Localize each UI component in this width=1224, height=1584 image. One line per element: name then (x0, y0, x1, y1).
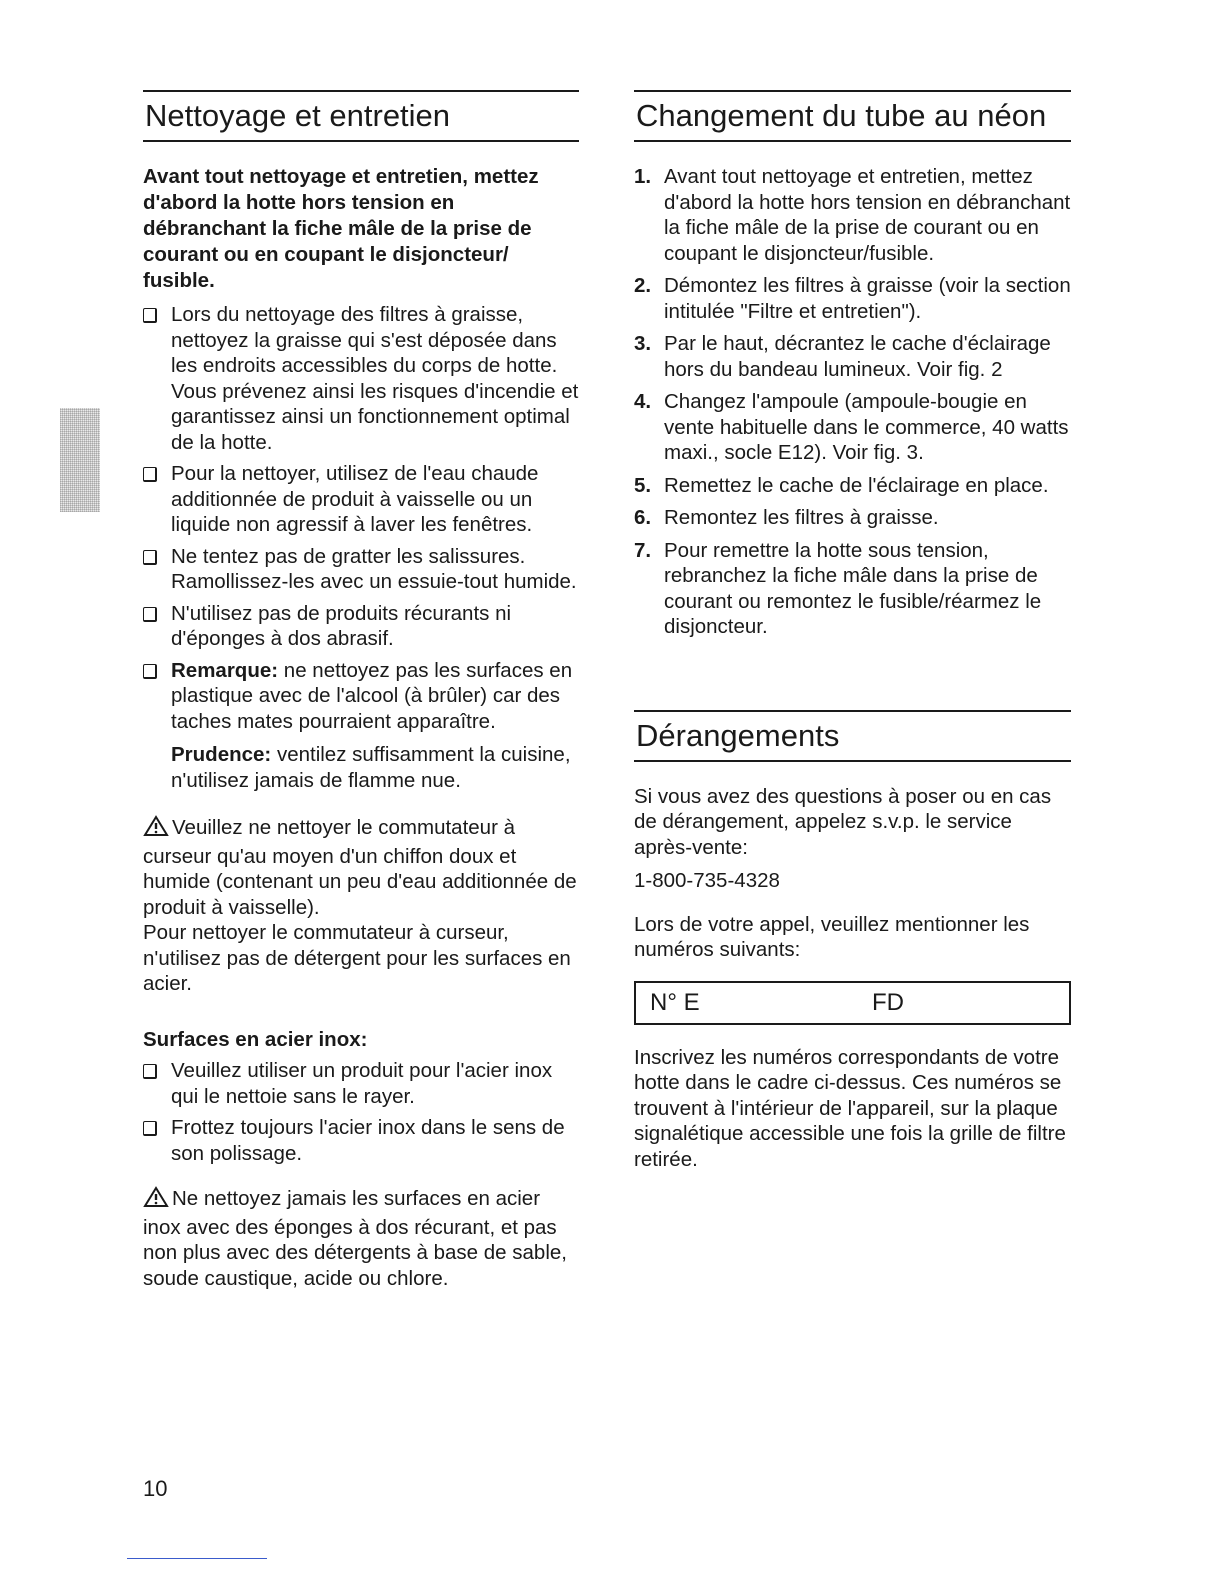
step-item: 6. Remontez les filtres à graisse. (634, 506, 939, 529)
title-rule (143, 140, 579, 142)
section-title-troubleshooting: Dérangements (636, 717, 840, 753)
troubleshooting-section (634, 710, 1071, 1173)
closing-text: Inscrivez les numéros correspondants de votre hotte dans le cadre ci-dessus. Ces numéros se trouvent à l'intérieur de l'appareil, sur la plaque signalétique accessible une fois la grille de filtre retirée. (634, 1045, 1066, 1171)
side-tab-marker (60, 408, 100, 512)
list-item: Lors du nettoyage des filtres à graisse, nettoyez la graisse qui s'est déposée dans les endroits accessibles du corps de hotte. Vous prévenez ainsi les risques d'incendie et garantissez ainsi un fonctionnement optimal de la hotte. (143, 302, 579, 455)
step-item: 2. Démontez les filtres à graisse (voir la section intitulée "Filtre et entretien"). (634, 274, 1071, 323)
caution-note: Prudence: ventilez suffisamment la cuisine, n'utilisez jamais de flamme nue. (171, 743, 571, 792)
service-intro: Si vous avez des questions à poser ou en cas de dérangement, appelez s.v.p. le service après-vente: (634, 784, 1052, 859)
service-phone: 1-800-735-4328 (634, 869, 780, 892)
warning-triangle-icon (143, 815, 169, 844)
step-item: 3. Par le haut, décrantez le cache d'éclairage hors du bandeau lumineux. Voir fig. 2 (634, 332, 1051, 381)
serial-fd-label: FD (872, 988, 904, 1016)
cleaning-list (143, 302, 579, 793)
warning-triangle-icon (143, 1186, 169, 1215)
checkbox-icon (143, 664, 157, 679)
subtitle-steel: Surfaces en acier inox: (143, 1027, 368, 1051)
checkbox-icon (143, 308, 157, 323)
mention-text: Lors de votre appel, veuillez mentionner les numéros suivants: (634, 912, 1030, 961)
warning-slider-detergent: Pour nettoyer le commutateur à curseur, n'utilisez pas de détergent pour les surfaces en acier. (143, 921, 571, 995)
warning-slider: Veuillez ne nettoyer le commutateur à curseur qu'au moyen d'un chiffon doux et humide (contenant un peu d'eau additionnée de produit à vaisselle). (143, 816, 577, 919)
step-item: 7. Pour remettre la hotte sous tension, rebranchez la fiche mâle dans la prise de courant ou remontez le fusible/réarmez le disjoncteur. (634, 538, 1042, 638)
checkbox-icon (143, 550, 157, 565)
list-item: N'utilisez pas de produits récurants ni d'éponges à dos abrasif. (143, 601, 579, 652)
caution-label: Prudence: (171, 743, 272, 766)
bottom-link-line (127, 1558, 267, 1559)
lead-warning: Avant tout nettoyage et entretien, mettez d'abord la hotte hors tension en débranchant la fiche mâle de la prise de courant ou en coupant le disjoncteur/ fusible. (143, 165, 539, 292)
step-item: 5. Remettez le cache de l'éclairage en place. (634, 473, 1049, 497)
remark-label: Remarque: (171, 658, 279, 682)
list-item: Pour la nettoyer, utilisez de l'eau chaude additionnée de produit à vaisselle ou un liquide non agressif à laver les fenêtres. (143, 461, 579, 538)
remark-text: ne nettoyez pas les surfaces en plastique avec de l'alcool (à brûler) car des taches mates pourraient apparaître. (171, 658, 573, 733)
left-column (143, 90, 579, 1291)
page-number: 10 (143, 1476, 168, 1501)
section-title-cleaning: Nettoyage et entretien (145, 98, 451, 133)
warning-steel: Ne nettoyez jamais les surfaces en acier inox avec des éponges à dos récurant, et pas non plus avec des détergents à base de sable, soude caustique, acide ou chlore. (143, 1187, 567, 1290)
checkbox-icon (143, 607, 157, 622)
right-column (634, 90, 1071, 1172)
title-rule (634, 140, 1071, 142)
list-item: Veuillez utiliser un produit pour l'acier inox qui le nettoie sans le rayer. (143, 1058, 579, 1109)
list-item: Ne tentez pas de gratter les salissures. Ramollissez-les avec un essuie-tout humide. (143, 544, 579, 595)
step-item: 1. Avant tout nettoyage et entretien, mettez d'abord la hotte hors tension en débranchant la fiche mâle de la prise de courant ou en coupant le disjoncteur/fusible. (634, 165, 1071, 265)
section-title-bulb: Changement du tube au néon (636, 98, 1047, 133)
steel-list (143, 1058, 579, 1166)
list-item-remark (143, 658, 579, 794)
checkbox-icon (143, 1064, 157, 1079)
title-rule (634, 760, 1071, 762)
bulb-steps (634, 164, 1071, 640)
step-item: 4. Changez l'ampoule (ampoule-bougie en vente habituelle dans le commerce, 40 watts maxi., socle E12). Voir fig. 3. (634, 390, 1069, 464)
list-item: Frottez toujours l'acier inox dans le sens de son polissage. (143, 1115, 579, 1166)
serial-number-box (634, 981, 1071, 1025)
serial-e-label: N° E (650, 988, 700, 1016)
checkbox-icon (143, 1121, 157, 1136)
checkbox-icon (143, 467, 157, 482)
